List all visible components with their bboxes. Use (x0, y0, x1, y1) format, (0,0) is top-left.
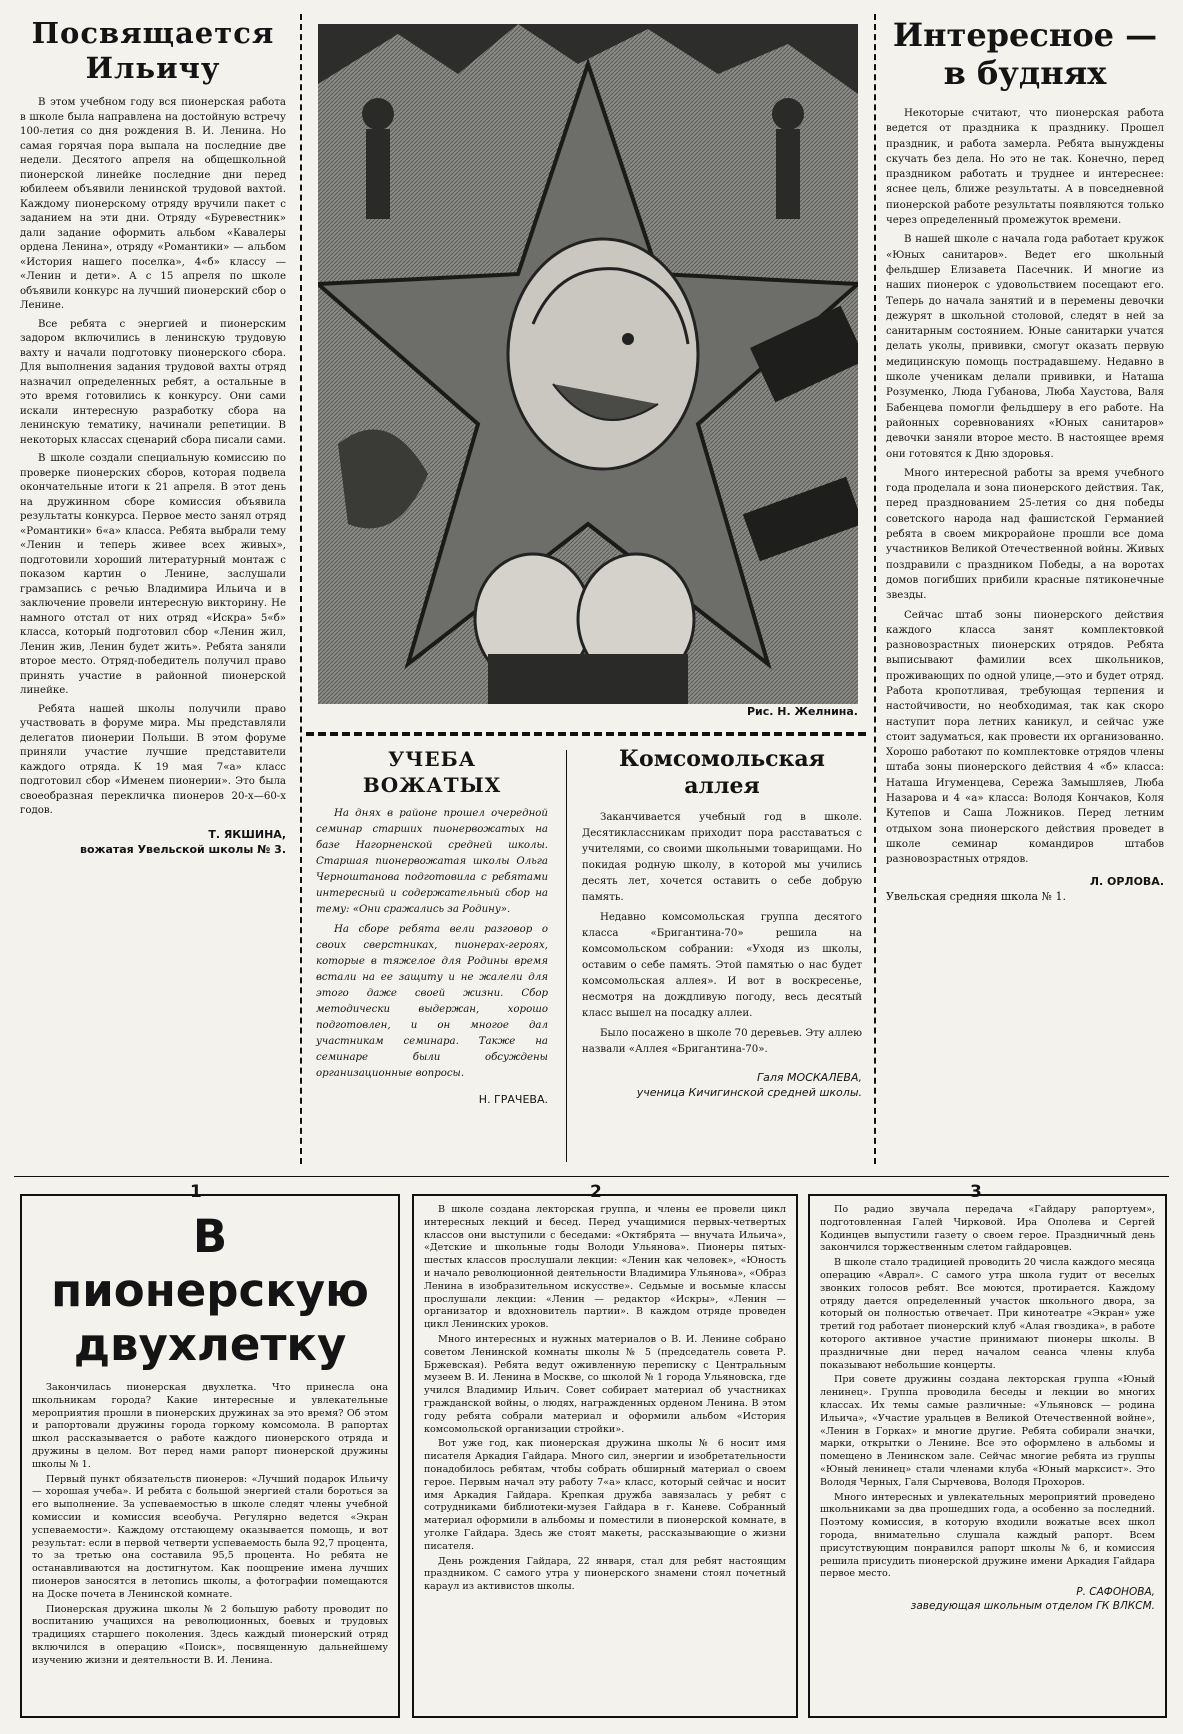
illustration-graphic (318, 24, 858, 704)
right-article-title: Интересное — в буднях (892, 16, 1158, 92)
left-article-author: Т. ЯКШИНА, (208, 827, 286, 841)
paragraph: Ребята нашей школы получили право участвовать в форуме мира. Мы представляли делегатов пионерии Польши. В этом форуме приняли участие лучшие представители каждого отряда. К 19 мая 7«а» класс подготовил сбор «Именем пионерии». Это была своеобразная перекличка пионеров 20-х—60-х годов. (20, 703, 286, 816)
right-article-author: Л. ОРЛОВА. (1089, 874, 1164, 888)
left-article (20, 14, 286, 857)
left-article-author-role: вожатая Увельской школы № 3. (79, 842, 286, 856)
column-divider (874, 14, 876, 1164)
middle-right-article (582, 744, 862, 1100)
paragraph: Все ребята с энергией и пионерским задором включились в ленинскую трудовую вахту и начали подготовку пионерского сбора. Для выполнения задания трудовой вахты отряд назначил определенных ребят, а остальные в это время готовились к конкурсу. Они сами искали интересную разработку сбора на ленинскую тематику, начинали репетиции. В некоторых классах сценарий сбора писали сами. (20, 318, 286, 446)
middle-left-title: УЧЕБА ВОЖАТЫХ (362, 747, 502, 797)
middle-right-author: Галя МОСКАЛЕВА, (757, 1071, 862, 1084)
section-number: 1 (190, 1182, 202, 1202)
paragraph: По радио звучала передача «Гайдару рапортуем», подготовленная Галей Чирковой. Ира Ополева и Сергей Кодинцев выпустили газету о своем герое. Праздничный день закончился торжественным слетом гайдаровцев. (820, 1204, 1155, 1254)
paragraph: В этом учебном году вся пионерская работа в школе была направлена на достойную встречу 100-летия со дня рождения В. И. Ленина. Но самая горячая пора выпала на последние две недели. Десятого апреля на общешкольной пионерской линейке последние дни перед юбилеем объявили ленинской трудовой вахтой. Каждому пионерскому отряду вручили пакет с заданием на эти дни. Отряду «Буревестник» дали задание оформить альбом «Кавалеры ордена Ленина», отряду «Романтики» — альбом «История нашего поселка», 4«б» классу — «Ленин и дети». А с 15 апреля по школе объявили конкурс на лучший пионерский сбор о Ленине. (20, 97, 286, 311)
paragraph: В школе стало традицией проводить 20 числа каждого месяца операцию «Аврал». С самого утра школа гудит от веселых звонких голосов ребят. Все моются, протирается. Каждому отряду дается определенный участок школьного двора, за который он полностью отвечает. При кинотеатре «Экран» уже третий год работает пионерский клуб «Алая гвоздика», в работе которого активное участие принимают пионеры школы. В праздничные дни перед началом сеанса члены клуба показывают небольшие концерты. (820, 1257, 1155, 1371)
bottom-column-1 (20, 1194, 400, 1718)
paragraph: Заканчивается учебный год в школе. Десятиклассникам приходит пора расставаться с учителями, со своими школьными товарищами. Но покидая родную школу, в которой мы учились десять лет, хочется оставить о себе добрую память. (582, 812, 862, 903)
section-divider (306, 732, 866, 736)
bottom-col3-body (810, 1196, 1165, 1613)
paragraph: День рождения Гайдара, 22 января, стал для ребят настоящим праздником. С самого утра у пионерского знамени стоял почетный караул из активистов школы. (424, 1555, 786, 1593)
paragraph: Первый пункт обязательств пионеров: «Лучший подарок Ильичу — хорошая учеба». И ребята с большой энергией стали бороться за его выполнение. За успеваемостью в школе следят члены учебной комиссии и комиссия всеобуча. Регулярно ведется «Экран успеваемости». Каждому отстающему оказывается помощь, и вот результат: если в первой четверти успеваемость была 92,7 процента, то за третью она составила 95,5 процента. Но ребята не останавливаются на достигнутом. Как поощрение имена лучших пионеров заносятся в летопись школы, а фотографии помещаются на Доске почета в Ленинской комнате. (32, 1473, 388, 1600)
middle-left-author: Н. ГРАЧЕВА. (478, 1093, 548, 1106)
paragraph: В нашей школе с начала года работает кружок «Юных санитаров». Ведет его школьный фельдшер Елизавета Пасечник. И многие из наших пионерок с удовольствием посещают его. Теперь до начала занятий и в перемены девочки дежурят в школьной столовой, следят в ней за санитарным состоянием. Юные санитарки учатся делать уколы, прививки, смогут оказать первую медицинскую помощь пострадавшему. Недавно в школе ученикам делали прививки, и Наташа Розуменко, Люда Губанова, Люба Хаустова, Валя Бабенцева помогли фельдшеру в его работе. На районных соревнованиях «Юных санитаров» девочки заняли второе место. В настоящее время они готовятся к Дню здоровья. (886, 234, 1164, 460)
lenin-illustration (318, 24, 858, 704)
paragraph: При совете дружины создана лекторская группа «Юный ленинец». Группа проводила беседы и лекции во многих классах. Их темы самые различные: «Ульяновск — родина Ильича», «Участие уральцев в Великой Отечественной войне», «Ленин в Горках» и многие другие. Ребята собирали значки, марки, открытки о Ленине. Все это оформлено в альбомы и помещено в Ленинском зале. Сейчас многие ребята из группы «Юный ленинец» стали членами клуба «Юный марксист». Это Володя Черных, Галя Сырчевова, Володя Прохоров. (820, 1374, 1155, 1488)
paragraph: Некоторые считают, что пионерская работа ведется от праздника к празднику. Прошел праздник, и работа замерла. Ребята вынуждены скучать без дела. Но это не так. Конечно, перед праздником работать и труднее и интереснее: яснее цель, ближе результаты. А в повседневной пионерской работе результаты появляются только через определенный промежуток времени. (886, 108, 1164, 227)
bottom-author-role: заведующая школьным отделом ГК ВЛКСМ. (910, 1600, 1155, 1613)
middle-left-article (316, 744, 548, 1107)
paragraph: Было посажено в школе 70 деревьев. Эту аллею назвали «Аллея «Бригантина-70». (582, 1028, 862, 1055)
right-article (886, 14, 1164, 904)
paragraph: Сейчас штаб зоны пионерского действия каждого класса занят комплектовкой разновозрастных пионерских отрядов. Ребята выписывают фамилии всех школьников, проживающих по одной улице,—это и будет отряд. Работа кропотливая, требующая терпения и настойчивости, но необходимая, так как скоро наступит пора летних каникул, и сейчас уже стоит задуматься, как провести их организованно. Хорошо работают по комплектовке отрядов члены штаба зоны пионерского действия 4 «б» класса: Наташа Игуменцева, Сережа Замышляев, Люба Назарова и 4 «а» класса: Володя Кончаков, Коля Кутепов и Саша Ложников. Перед летним отдыхом зона пионерского действия проведет в школе семинар командиров штабов разновозрастных отрядов. (886, 609, 1164, 866)
paragraph: В школе создана лекторская группа, и члены ее провели цикл интересных лекций и бесед. Перед учащимися первых-четвертых классов они выступили с беседами: «Октябрята — внучата Ильича», «Детские и школьные годы Володи Ульянова». Пионеры пятых-шестых классов прослушали лекции: «Ленин как человек», «Юность и начало революционной деятельности Владимира Ульянова», «Образ Ленина в изобразительном искусстве». Седьмые и восьмые классы прослушали лекции: «Ленин — редактор «Искры», «Ленин — организатор и вдохновитель партии». В каждом отряде проведен цикл Ленинских уроков. (424, 1204, 786, 1331)
middle-right-body (582, 810, 862, 1058)
middle-left-body (316, 806, 548, 1082)
paragraph: В школе создали специальную комиссию по проверке пионерских сборов, которая подвела окончательные итоги к 21 апреля. В этот день на дружинном сборе комиссия объявила результаты конкурса. Первое место занял отряд «Романтики» 6«а» класса. Ребята выбрали тему «Ленин и теперь живее всех живых», подготовили хороший литературный монтаж с показом картин о Ленине, заслушали грамзапись с речью Владимира Ильича и в заключение провели интересную викторину. Не намного отстал от них отряд «Искра» 5«б» класса, который подготовил сбор «Ленин жил, Ленин жив, Ленин будет жить». Ребята заняли второе место. Отряд-победитель получил право принять участие в районной пионерской линейке. (20, 453, 286, 696)
paragraph: Закончилась пионерская двухлетка. Что принесла она школьникам города? Какие интересные и увлекательные мероприятия прошли в пионерских дружинах за это время? Об этом и рапортовали дружины города горкому комсомола. В рапортах школ рассказывается о работе каждого пионерского отряда и дружины в целом. Вот перед нами рапорт пионерской дружины школы № 1. (32, 1382, 388, 1470)
paragraph: Много интересных и увлекательных мероприятий проведено школьниками за два прошедших года, а особенно за последний. Поэтому комиссия, в которую входили вожатые всех школ города, внимательно слушала каждый рапорт. Всем присутствующим понравился рапорт школы № 6, и комиссия решила присудить пионерской дружине имени Аркадия Гайдара первое место. (820, 1491, 1155, 1580)
bottom-column-2 (412, 1194, 798, 1718)
paragraph: Вот уже год, как пионерская дружина школы № 6 носит имя писателя Аркадия Гайдара. Много сил, энергии и изобретательности понадобилось ребятам, чтобы собрать обширный материал о своем герое. Первым начал эту работу 7«а» класс, который сейчас и носит имя Аркадия Гайдара. Крепкая дружба завязалась у ребят с сотрудниками библиотеки-музея Гайдара в г. Каневе. Собранный материал оформили в альбомы и поместили в пионерской комнате, в уголке Гайдара. Здесь же стоят макеты, рассказывающие о жизни писателя. (424, 1438, 786, 1552)
left-article-body (20, 96, 286, 819)
paragraph: Много интересных и нужных материалов о В. И. Ленине собрано советом Ленинской комнаты школы № 5 (председатель совета Р. Бржевская). Ребята ведут оживленную переписку с Центральным музеем В. И. Ленина в Москве, со школой № 1 города Ульяновска, где учился Владимир Ильич. Совет собирает материал об участниках гражданской войны, о людях, награжденных орденом Ленина. В этом году ребята собрали материал и оформили альбом «История комсомольской организации стройки». (424, 1333, 786, 1435)
middle-right-title: Комсомольская аллея (619, 746, 825, 799)
bottom-title: В пионерскую двухлетку (51, 1210, 369, 1371)
bottom-col2-body (414, 1196, 796, 1594)
section-number: 3 (970, 1182, 982, 1202)
column-divider (300, 14, 302, 1164)
bottom-column-3 (808, 1194, 1167, 1718)
bottom-author: Р. САФОНОВА, (1076, 1586, 1155, 1599)
paragraph: Недавно комсомольская группа десятого класса «Бригантина-70» решила на комсомольском собрании: «Уходя из школы, оставим о себе память. Этой памятью о нас будет комсомольская аллея». И вот в воскресенье, несмотря на дождливую погоду, весь десятый класс вышел на посадку аллеи. (582, 912, 862, 1019)
paragraph: Пионерская дружина школы № 2 большую работу проводит по воспитанию учащихся на революционных, боевых и трудовых традициях старшего поколения. Здесь каждый пионерский отряд включился в операцию «Поиск», посвященную дальнейшему изучению жизни и деятельности В. И. Ленина. (32, 1603, 388, 1666)
picture-caption: Рис. Н. Желнина. (746, 705, 858, 718)
column-divider (566, 750, 567, 1162)
paragraph: На днях в районе прошел очередной семинар старших пионервожатых на базе Нагорненской средней школы. Старшая пионервожатая школы Ольга Черноштанова подготовила с ребятами интересный и содержательный сбор на тему: «Они сражались за Родину». (316, 808, 548, 915)
section-number: 2 (590, 1182, 602, 1202)
middle-right-author-role: ученица Кичигинской средней школы. (636, 1086, 862, 1099)
paragraph: На сборе ребята вели разговор о своих сверстниках, пионерах-героях, которые в тяжелое для Родины время встали на ее защиту и не жалели для этого даже своей жизни. Сбор методически выдержан, хорошо подготовлен, и он многое дал участникам семинара. Также на семинаре были обсуждены организационные вопросы. (316, 924, 548, 1079)
section-divider (14, 1176, 1169, 1177)
bottom-col1-body (32, 1382, 388, 1668)
right-article-author-role: Увельская средняя школа № 1. (886, 889, 1067, 903)
left-article-title: Посвящается Ильичу (31, 16, 275, 85)
right-article-body (886, 106, 1164, 868)
paragraph: Много интересной работы за время учебного года проделала и зона пионерского действия. Так, перед празднованием 25-летия со дня победы советского народа над фашистской Германией ребята в своем микрорайоне прошли все дома участников Великой Отечественной войны. Живых поздравили с праздником Победы, а на воротах домов погибших прибили красные пятиконечные звезды. (886, 467, 1164, 602)
